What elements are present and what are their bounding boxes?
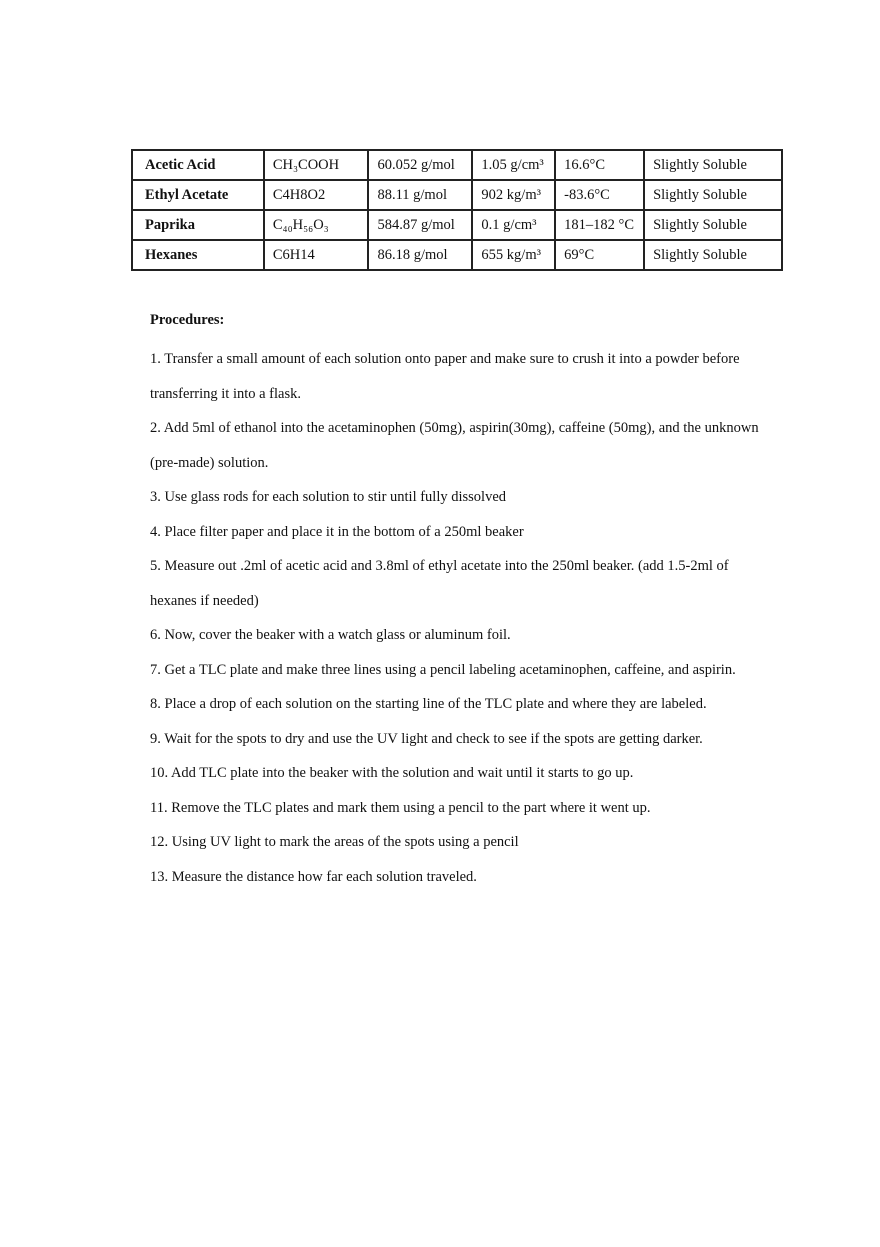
formula-cell: C₄₀H₅₆O₃ — [264, 210, 369, 240]
solubility-cell: Slightly Soluble — [644, 150, 782, 180]
compound-properties-table — [131, 149, 783, 271]
compound-name-cell: Hexanes — [132, 240, 264, 270]
molar-mass-cell: 584.87 g/mol — [368, 210, 472, 240]
compound-name-cell: Acetic Acid — [132, 150, 264, 180]
compound-name-cell: Paprika — [132, 210, 264, 240]
procedure-step: 5. Measure out .2ml of acetic acid and 3.8ml of ethyl acetate into the 250ml beaker. (add 1.5-2ml of hexanes if needed) — [150, 558, 729, 609]
temperature-cell: 69°C — [555, 240, 644, 270]
procedure-step: 2. Add 5ml of ethanol into the acetaminophen (50mg), aspirin(30mg), caffeine (50mg), and the unknown (pre-made) solution. — [150, 420, 759, 471]
solubility-cell: Slightly Soluble — [644, 210, 782, 240]
density-cell: 1.05 g/cm³ — [472, 150, 555, 180]
compound-name-cell: Ethyl Acetate — [132, 180, 264, 210]
formula-cell: CH₃COOH — [264, 150, 369, 180]
temperature-cell: 16.6°C — [555, 150, 644, 180]
solubility-cell: Slightly Soluble — [644, 240, 782, 270]
procedure-step: 1. Transfer a small amount of each solution onto paper and make sure to crush it into a powder before transferring it into a flask. — [150, 351, 740, 402]
procedure-step: 6. Now, cover the beaker with a watch glass or aluminum foil. — [150, 627, 511, 643]
procedures-section — [150, 308, 770, 894]
temperature-cell: -83.6°C — [555, 180, 644, 210]
density-cell: 655 kg/m³ — [472, 240, 555, 270]
procedure-step: 3. Use glass rods for each solution to stir until fully dissolved — [150, 489, 507, 505]
procedure-step: 12. Using UV light to mark the areas of the spots using a pencil — [150, 834, 519, 850]
temperature-cell: 181–182 °C — [555, 210, 644, 240]
procedure-step: 11. Remove the TLC plates and mark them using a pencil to the part where it went up. — [150, 799, 651, 816]
procedure-step: 9. Wait for the spots to dry and use the UV light and check to see if the spots are getting darker. — [150, 730, 703, 747]
molar-mass-cell: 60.052 g/mol — [368, 150, 472, 180]
table-row — [132, 180, 782, 210]
solubility-cell: Slightly Soluble — [644, 180, 782, 210]
density-cell: 902 kg/m³ — [472, 180, 555, 210]
formula-cell: C4H8O2 — [264, 180, 369, 210]
formula-cell: C6H14 — [264, 240, 369, 270]
density-cell: 0.1 g/cm³ — [472, 210, 555, 240]
procedure-step: 4. Place filter paper and place it in the bottom of a 250ml beaker — [150, 523, 524, 540]
molar-mass-cell: 88.11 g/mol — [368, 180, 472, 210]
molar-mass-cell: 86.18 g/mol — [368, 240, 472, 270]
table-row — [132, 210, 782, 240]
procedures-heading: Procedures: — [150, 312, 225, 328]
procedure-step: 7. Get a TLC plate and make three lines using a pencil labeling acetaminophen, caffeine, and aspirin. — [150, 661, 736, 678]
procedure-step: 13. Measure the distance how far each solution traveled. — [150, 868, 477, 885]
table-row — [132, 240, 782, 270]
procedure-step: 10. Add TLC plate into the beaker with the solution and wait until it starts to go up. — [150, 765, 634, 781]
procedure-step: 8. Place a drop of each solution on the starting line of the TLC plate and where they are labeled. — [150, 696, 707, 712]
table-row — [132, 150, 782, 180]
